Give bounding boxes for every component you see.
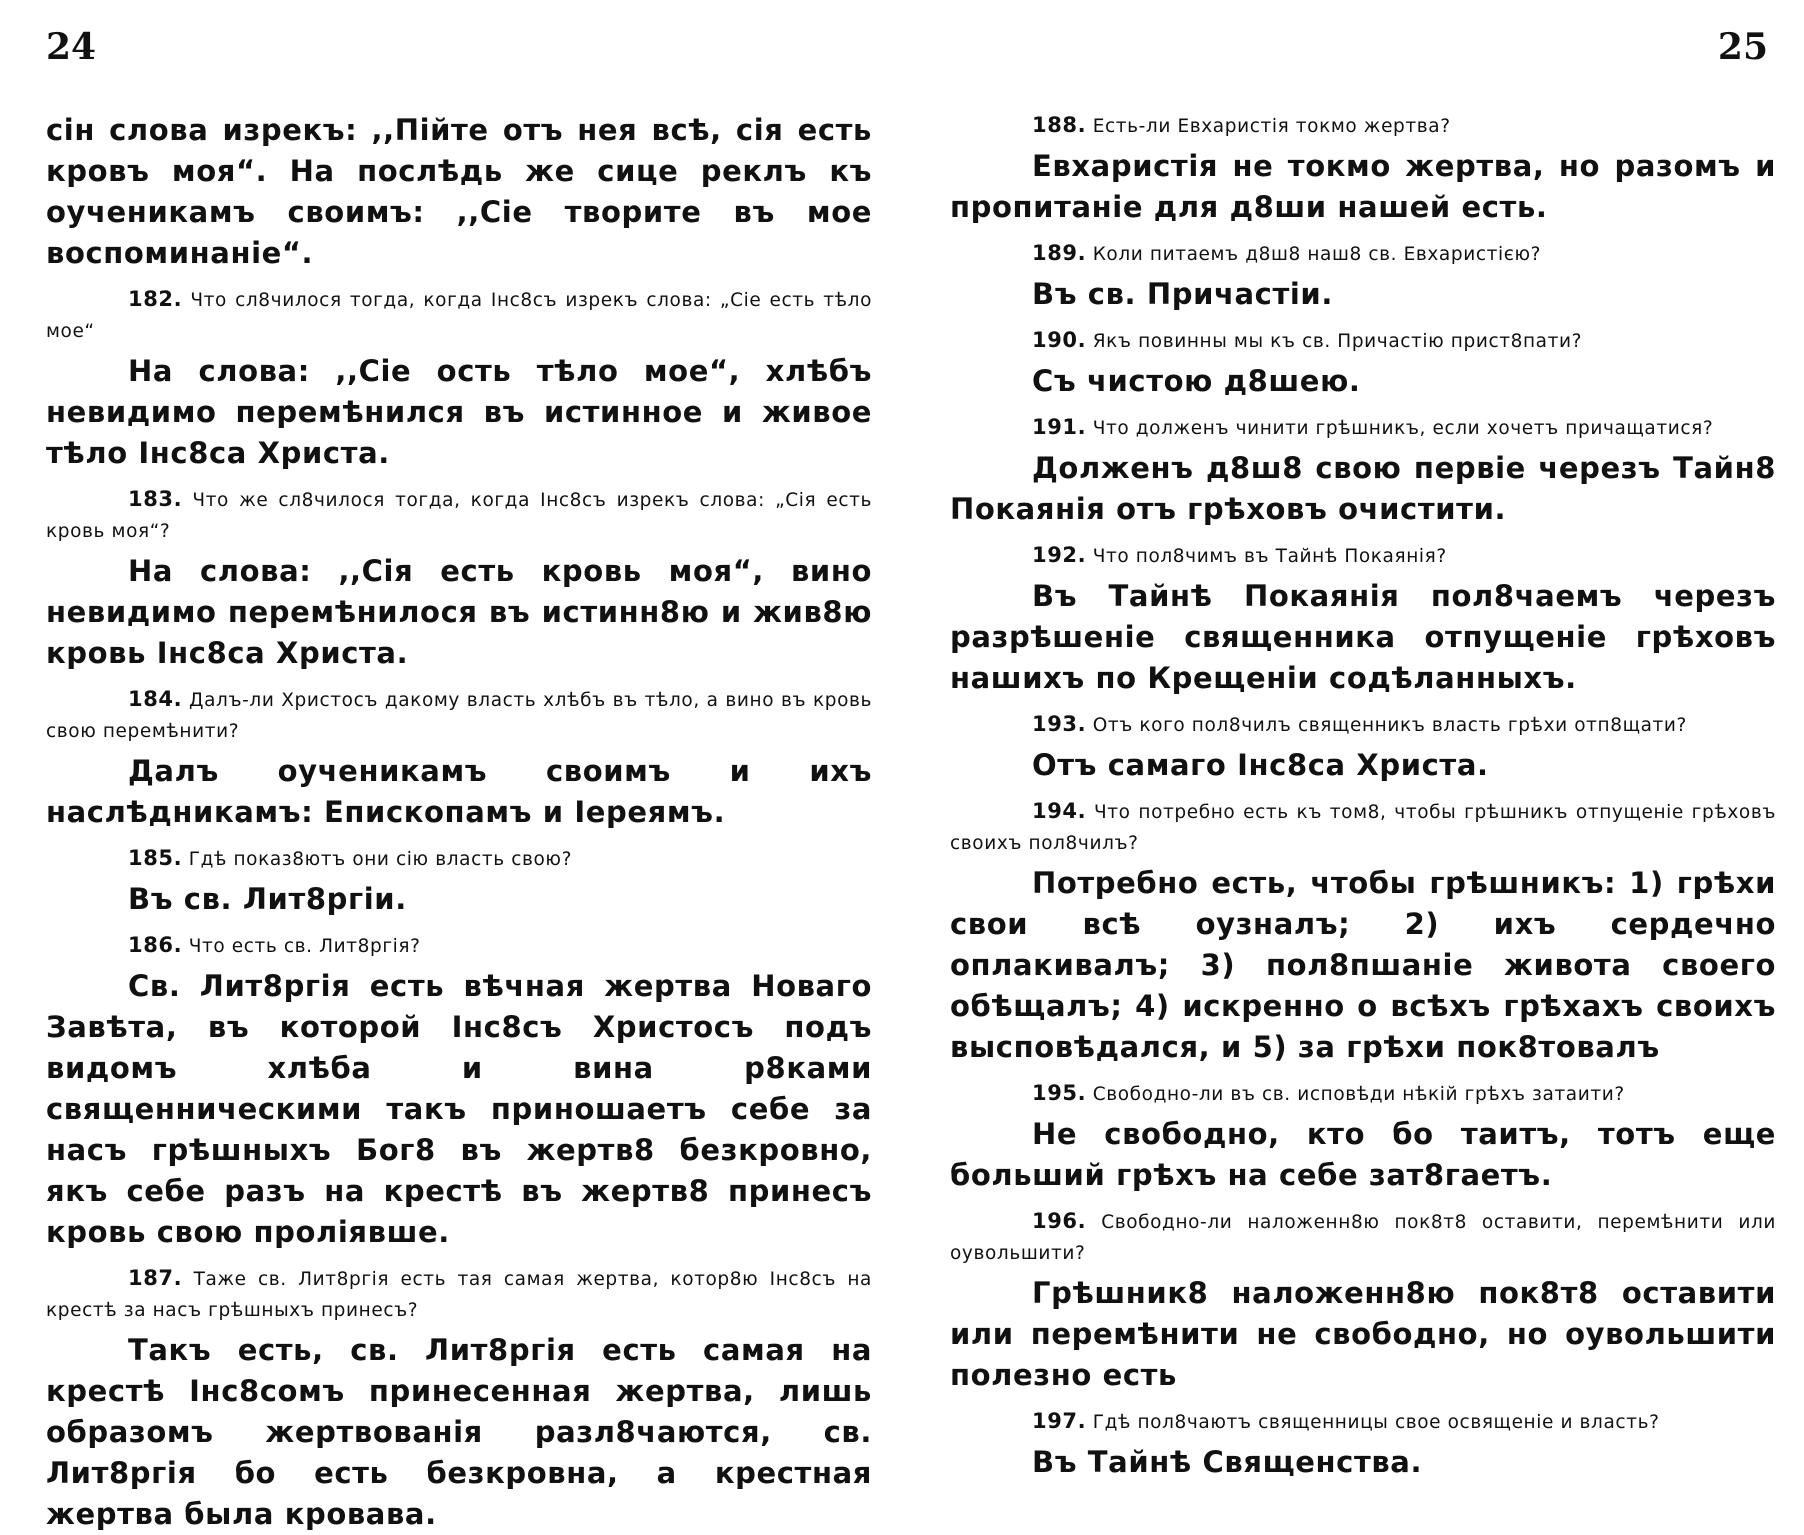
question-188 xyxy=(950,110,1776,142)
answer-paragraph: Не свободно, кто бо таитъ, тотъ еще больший грѣхъ на себе зат8гаетъ. xyxy=(950,1117,1776,1192)
answer-paragraph: Въ Тайнѣ Священства. xyxy=(1032,1445,1423,1479)
question-number: 189. xyxy=(1032,241,1087,265)
question-number: 185. xyxy=(128,846,183,870)
question-195 xyxy=(950,1078,1776,1110)
question-183 xyxy=(46,484,872,547)
answer-paragraph: Далъ оученикамъ своимъ и ихъ наслѣдникамъ: Епископамъ и Іереямъ. xyxy=(46,754,872,829)
answer-paragraph: Св. Лит8ргія есть вѣчная жертва Новаго Завѣта, въ которой Інс8съ Христосъ подъ видомъ хлѣба и вина р8ками священническими такъ приношаетъ себе за насъ грѣшныхъ Бог8 въ жертв8 безкровно, якъ себе разъ на крестѣ въ жертв8 принесъ кровь свою проліявше. xyxy=(46,969,872,1249)
question-194 xyxy=(950,796,1776,859)
question-number: 190. xyxy=(1032,328,1087,352)
question-number: 182. xyxy=(128,287,183,311)
question-text: Коли питаемъ д8ш8 наш8 св. Евхаристією? xyxy=(1092,244,1542,265)
question-182 xyxy=(46,284,872,347)
answer-paragraph: Въ Тайнѣ Покаянія пол8чаемъ черезъ разрѣшеніе священника отпущеніе грѣховъ нашихъ по Крещеніи содѣланныхъ. xyxy=(950,579,1776,695)
question-text: Свободно-ли наложенн8ю пок8т8 оставити, перемѣнити или оувольшити? xyxy=(950,1212,1777,1264)
question-number: 197. xyxy=(1032,1409,1087,1433)
question-text: Отъ кого пол8чилъ священникъ власть грѣхи отп8щати? xyxy=(1092,715,1687,736)
question-number: 196. xyxy=(1032,1209,1087,1233)
question-number: 193. xyxy=(1032,712,1087,736)
left-page-column xyxy=(46,110,872,1535)
answer-paragraph: Въ св. Лит8ргіи. xyxy=(128,882,407,916)
answer-paragraph: Евхаристія не токмо жертва, но разомъ и пропитаніе для д8ши нашей есть. xyxy=(950,149,1776,224)
question-text: Якъ повинны мы къ св. Причастію прист8пати? xyxy=(1092,331,1583,352)
question-196 xyxy=(950,1206,1776,1269)
page-number-right: 25 xyxy=(1717,26,1768,68)
question-text: Таже св. Лит8ргія есть тая самая жертва, котор8ю Інс8съ на крестѣ за насъ грѣшныхъ принесъ? xyxy=(46,1269,872,1321)
question-text: Что сл8чилося тогда, когда Інс8съ изрекъ слова: „Сіе есть тѣло мое“ xyxy=(46,290,872,342)
answer-paragraph: Долженъ д8ш8 свою первіе черезъ Тайн8 Покаянія отъ грѣховъ очистити. xyxy=(950,451,1776,526)
answer-paragraph: Такъ есть, св. Лит8ргія есть самая на крестѣ Інс8сомъ принесенная жертва, лишь образомъ жертвованія разл8чаются, св. Лит8ргія бо есть безкровна, а крестная жертва была кровава. xyxy=(46,1333,872,1531)
question-number: 186. xyxy=(128,933,183,957)
question-187 xyxy=(46,1263,872,1326)
question-number: 195. xyxy=(1032,1081,1087,1105)
question-text: Далъ-ли Христосъ дакому власть хлѣбъ въ тѣло, а вино въ кровь свою перемѣнити? xyxy=(46,690,872,742)
question-text: Что долженъ чинити грѣшникъ, если хочетъ причащатися? xyxy=(1092,418,1714,439)
question-190 xyxy=(950,325,1776,357)
right-page-column xyxy=(950,110,1776,1483)
page-number-left: 24 xyxy=(46,26,97,68)
question-text: Гдѣ пол8чаютъ священницы свое освященіе и власть? xyxy=(1092,1412,1660,1433)
question-text: Свободно-ли въ св. исповѣди нѣкій грѣхъ затаити? xyxy=(1092,1084,1625,1105)
question-text: Гдѣ показ8ютъ они сію власть свою? xyxy=(188,849,572,870)
question-186 xyxy=(46,930,872,962)
question-192 xyxy=(950,540,1776,572)
question-189 xyxy=(950,238,1776,270)
answer-paragraph: сін слова изрекъ: ,,Пійте отъ нея всѣ, сія есть кровъ моя“. На послѣдь же сице реклъ къ оученикамъ своимъ: ,,Сіе творите въ мое воспоминаніе“. xyxy=(46,113,872,270)
answer-paragraph: Потребно есть, чтобы грѣшникъ: 1) грѣхи свои всѣ оузналъ; 2) ихъ сердечно оплакивалъ; 3) пол8пшаніе живота своего обѣщалъ; 4) искренно о всѣхъ грѣхахъ своихъ высповѣдался, и 5) за грѣхи пок8товалъ xyxy=(950,866,1776,1064)
question-191 xyxy=(950,412,1776,444)
question-number: 194. xyxy=(1032,799,1087,823)
question-184 xyxy=(46,684,872,747)
question-number: 192. xyxy=(1032,543,1087,567)
question-number: 184. xyxy=(128,687,183,711)
answer-paragraph: На слова: ,,Сіе ость тѣло мое“, хлѣбъ невидимо перемѣнился въ истинное и живое тѣло Інс8са Христа. xyxy=(46,354,872,470)
question-185 xyxy=(46,843,872,875)
question-197 xyxy=(950,1406,1776,1438)
question-text: Что пол8чимъ въ Тайнѣ Покаянія? xyxy=(1092,546,1447,567)
answer-paragraph: Отъ самаго Інс8са Христа. xyxy=(1032,748,1489,782)
answer-paragraph: На слова: ,,Сія есть кровь моя“, вино невидимо перемѣнилося въ истинн8ю и жив8ю кровь Інс8са Христа. xyxy=(46,554,872,670)
answer-paragraph: Съ чистою д8шею. xyxy=(1032,364,1361,398)
question-number: 191. xyxy=(1032,415,1087,439)
question-text: Есть-ли Евхаристія токмо жертва? xyxy=(1092,116,1451,137)
question-text: Что же сл8чилося тогда, когда Інс8съ изрекъ слова: „Сія есть кровь моя“? xyxy=(46,490,873,542)
answer-paragraph: Грѣшник8 наложенн8ю пок8т8 оставити или перемѣнити не свободно, но оувольшити полезно есть xyxy=(950,1276,1776,1392)
question-text: Что есть св. Лит8ргія? xyxy=(188,936,421,957)
question-text: Что потребно есть къ том8, чтобы грѣшникъ отпущеніе грѣховъ своихъ пол8чилъ? xyxy=(950,802,1776,854)
question-number: 188. xyxy=(1032,113,1087,137)
question-193 xyxy=(950,709,1776,741)
question-number: 183. xyxy=(128,487,183,511)
question-number: 187. xyxy=(128,1266,183,1290)
answer-paragraph: Въ св. Причастіи. xyxy=(1032,277,1333,311)
